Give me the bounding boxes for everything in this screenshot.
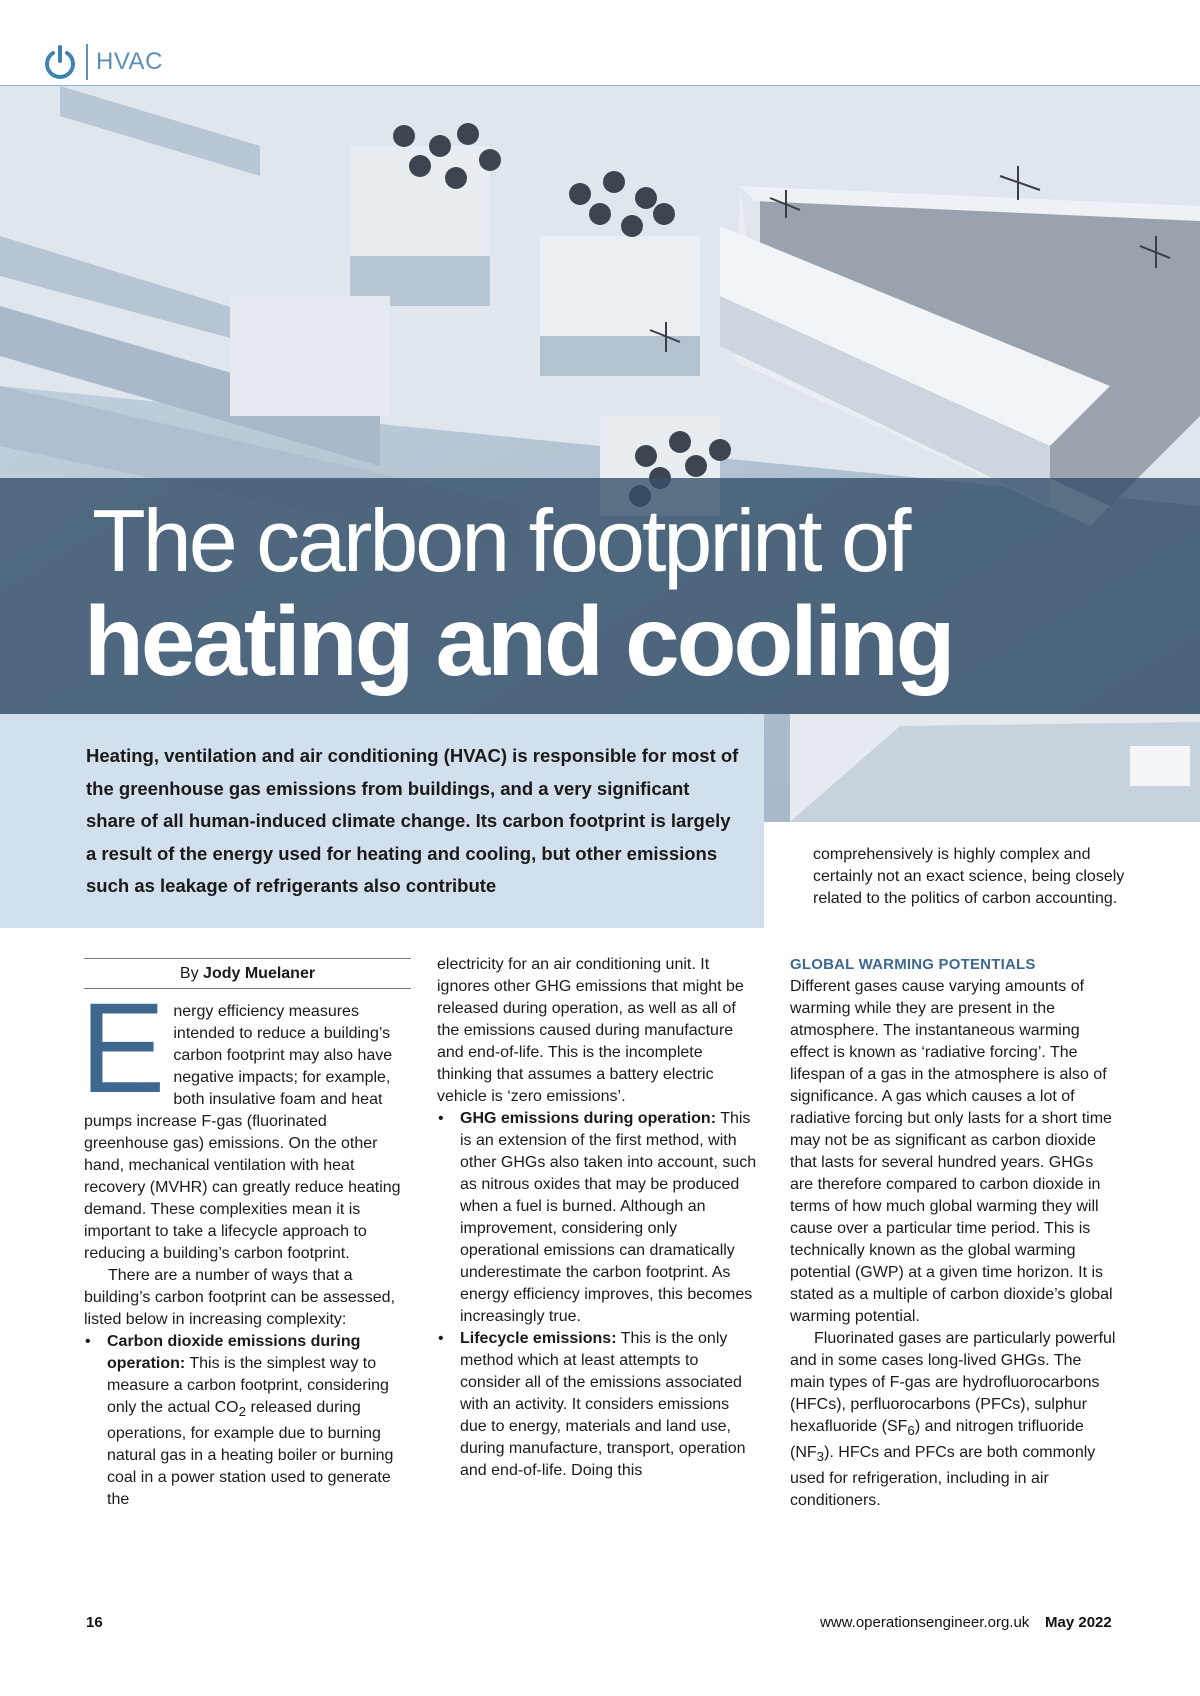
paragraph-text: ). HFCs and PFCs are both commonly used for refrigeration, including in air conditioners. [790,1444,1096,1510]
list-item-heading: GHG emissions during operation: [460,1110,717,1127]
standfirst: Heating, ventilation and air conditioning (HVAC) is responsible for most of the greenhouse gas emissions from buildings, and a very significant share of all human-induced climate change. Its carbon footprint is largely a result of the energy used for heating and cooling, but other emissions such as leakage of refrigerants also contribute [86,745,739,896]
paragraph: Different gases cause varying amounts of warming while they are present in the atmosphere. The instantaneous warming effect is known as ‘radiative forcing’. The lifespan of a gas in the atmosphere is also of significance. A gas which causes a lot of radiative forcing but only lasts for a short time may not be as significant as carbon dioxide that lasts for several hundred years. GHGs are therefore compared to carbon dioxide in terms of how much global warming they will cause over a particular time period. This is technically known as the global warming potential (GWP) at a given time horizon. It is stated as a multiple of carbon dioxide’s global warming potential. [790,978,1113,1325]
list-item-text: This is the only method which at least attempts to consider all of the emissions associated with an activity. It considers emissions due to energy, materials and land use, during manufacture, transport, operation and end-of-life. Doing this [460,1330,746,1479]
header-divider [86,44,88,80]
list-item-text: released during operations, for example due to burning natural gas in a heating boiler or burning coal in a power station used to generate the [107,1399,394,1509]
continuation-text: comprehensively is highly complex and certainly not an exact science, being closely related to the politics of carbon accounting. [813,846,1125,907]
headline-line-2: heating and cooling [84,586,953,696]
list-item-heading: Carbon dioxide emissions during operation: [107,1333,361,1372]
method-list [437,1108,757,1482]
section-label: HVAC [96,48,163,75]
power-icon [42,44,78,80]
issue-date: May 2022 [1045,1614,1112,1631]
paragraph-text: ) and nitrogen trifluoride (NF [790,1418,1084,1462]
paragraph: There are a number of ways that a building’s carbon footprint can be assessed, listed below in increasing complexity: [84,1267,396,1328]
column-3 [790,954,1120,1512]
method-list [84,1331,411,1511]
column-2 [437,954,757,1482]
list-item [437,1108,757,1328]
subscript: 6 [907,1423,915,1439]
subscript: 3 [816,1449,825,1465]
paragraph-text: Fluorinated gases are particularly powerful and in some cases long-lived GHGs. The main types of F-gas are hydrofluorocarbons (HFCs), perfluorocarbons (PFCs), sulphur hexafluoride (SF [790,1330,1116,1435]
intro-text: nergy efficiency measures intended to reduce a building’s carbon footprint may also have negative impacts; for example, both insulative foam and heat pumps increase F-gas (fluorinated greenhouse gas) emissions. On the other hand, mechanical ventilation with heat recovery (MVHR) can greatly reduce heating demand. These complexities mean it is important to take a lifecycle approach to reducing a building’s carbon footprint. [84,1003,401,1262]
drop-cap: E [80,977,166,1120]
page-number: 16 [86,1614,103,1631]
intro-paragraph [80,977,411,1265]
column-3-continuation [813,844,1133,910]
column-1 [80,958,411,1511]
section-heading: GLOBAL WARMING POTENTIALS [790,956,1036,973]
subscript: 2 [238,1404,247,1420]
byline-prefix: By [179,965,199,982]
page-header [0,0,1200,86]
paragraph: electricity for an air conditioning unit. It ignores other GHG emissions that might be released during operation, as well as all of the emissions caused during manufacture and end-of-life. This is the incomplete thinking that assumes a battery electric vehicle is ‘zero emissions’. [437,956,744,1105]
list-item-text: This is the simplest way to measure a carbon footprint, considering only the actual CO [107,1355,389,1416]
list-item [437,1328,757,1482]
author-name: Jody Muelaner [203,965,316,982]
list-item-text: This is an extension of the first method, with other GHGs also taken into account, such as nitrous oxides that may be produced when a fuel is burned. Although an improvement, considering only operational emissions can dramatically underestimate the carbon footprint. As energy efficiency improves, this becomes increasingly true. [460,1110,757,1325]
list-item-heading: Lifecycle emissions: [460,1330,617,1347]
list-item [84,1331,411,1511]
website-link[interactable]: www.operationsengineer.org.uk [820,1614,1030,1631]
headline-line-1: The carbon footprint of [92,491,909,590]
paragraph [790,1328,1120,1512]
